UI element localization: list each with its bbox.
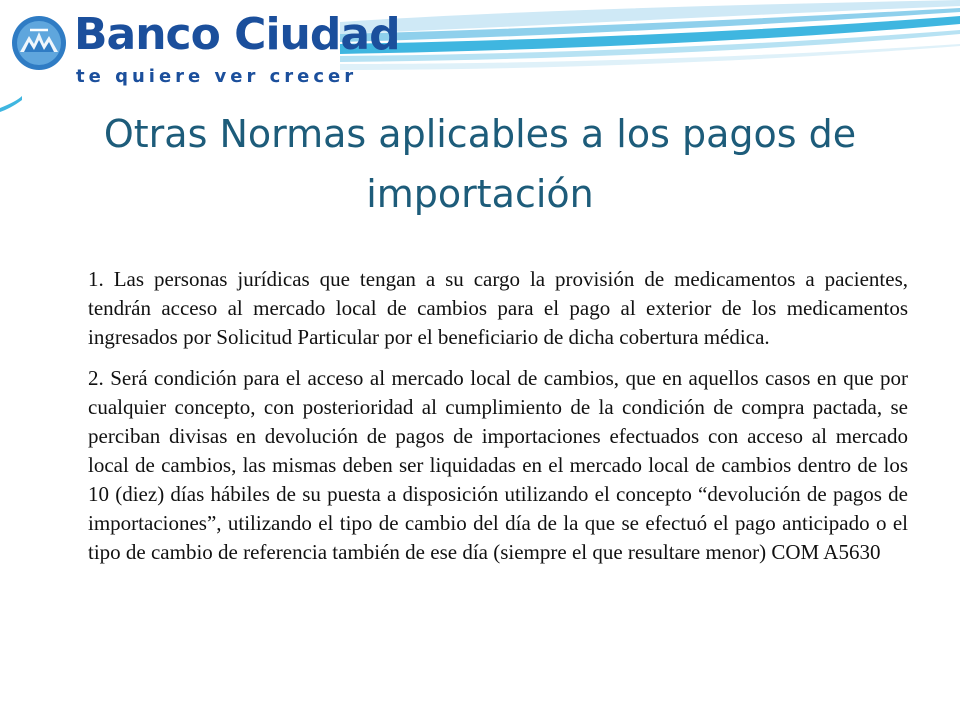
slide-body	[88, 265, 908, 579]
bank-emblem-icon	[10, 14, 68, 72]
bank-logo	[10, 8, 400, 94]
paragraph-1: 1. Las personas jurídicas que tengan a su cargo la provisión de medicamentos a pacientes, tendrán acceso al mercado local de cambios para el pago al exterior de los medicamentos ingresados por Solicitud Particular por el beneficiario de dicha cobertura médica.	[88, 267, 908, 349]
slide-title: Otras Normas aplicables a los pagos de importación	[103, 112, 857, 216]
bank-tagline: te quiere ver crecer	[76, 66, 358, 87]
paragraph-2: 2. Será condición para el acceso al mercado local de cambios, que en aquellos casos en que por cualquier concepto, con posterioridad al cumplimiento de la condición de compra pactada, se perciban divisas en devolución de pagos de importaciones efectuados con acceso al mercado local de cambios, las mismas deben ser liquidadas en el mercado local de cambios dentro de los 10 (diez) días hábiles de su puesta a disposición utilizando el concepto “devolución de pagos de importaciones”, utilizando el tipo de cambio del día de la que se efectuó el pago anticipado o el tipo de cambio de referencia también de ese día (siempre el que resultare menor) COM A5630	[88, 366, 908, 564]
bank-name: Banco Ciudad	[74, 9, 400, 60]
